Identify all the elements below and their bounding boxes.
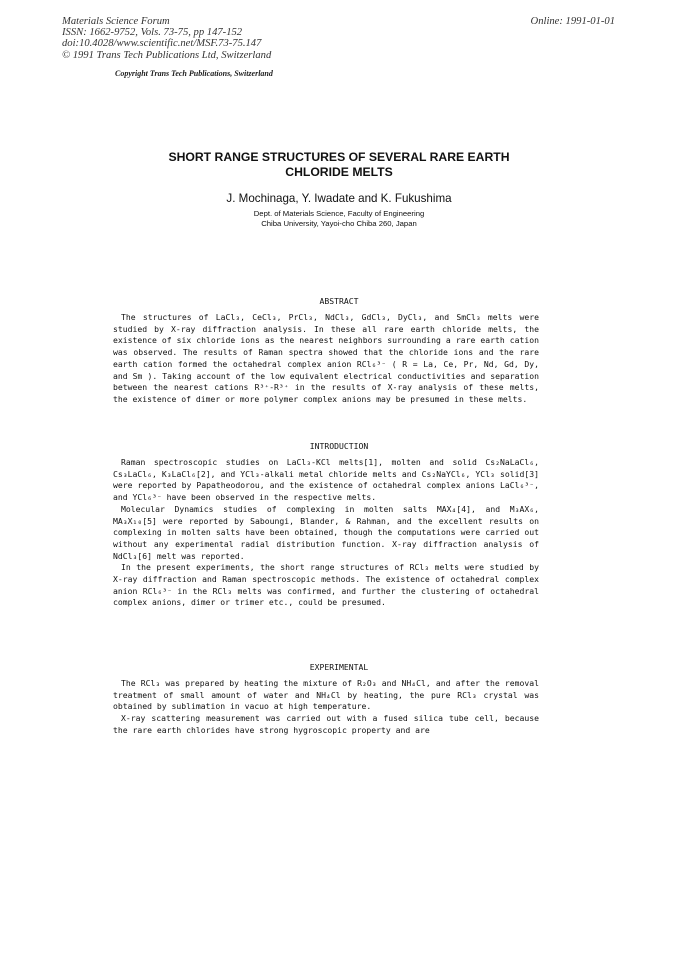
citation-block [62,16,271,61]
affiliation-line-1: Dept. of Materials Science, Faculty of Engineering [253,209,425,218]
abstract-text: The structures of LaCl₃, CeCl₃, PrCl₃, NdCl₃, GdCl₃, DyCl₃, and SmCl₃ melts were studied by X-ray diffraction analysis. In these all rare earth chloride melts, the existence of six chloride ions as the nearest neighbors surrounding a rare earth cation was observed. The results of Raman spectra showed that the chloride ions and the rare earth cation formed the octahedral complex anion RCl₆³⁻ ( R = La, Ce, Pr, Nd, Gd, Dy, and Sm ). Taking account of the low equivalent electrical conductivities and separation between the nearest cations R³⁺-R³⁺ in the results of X-ray analysis of these melts, the existence of dimer or more polymer complex anions may be presumed in these melts. [113,312,539,404]
doi-line: doi:10.4028/www.scientific.net/MSF.73-75.147 [62,38,262,50]
abstract-heading: ABSTRACT [319,296,359,306]
abstract-body [113,312,539,406]
title-line-2: CHLORIDE MELTS [285,165,393,179]
introduction-body [113,457,539,609]
issn-line: ISSN: 1662-9752, Vols. 73-75, pp 147-152 [62,27,243,39]
paper-title [0,150,678,180]
experimental-paragraph-2: X-ray scattering measurement was carried out with a fused silica tube cell, because the rare earth chlorides have strong hygroscopic property and are [113,713,539,735]
publisher-line: © 1991 Trans Tech Publications Ltd, Switzerland [62,49,272,61]
copyright-line: Copyright Trans Tech Publications, Switzerland [115,69,273,78]
affiliation [0,209,678,229]
introduction-paragraph-2: Molecular Dynamics studies of complexing in molten salts MAX₄[4], and M₃AX₆, MA₃X₁₀[5] were reported by Saboungi, Blander, & Rahman, and the excellent results on complexing in molten salts have been obtained, though the computations were carried out without any experimental radial distribution function. X-ray diffraction analysis of NdCl₃[6] melt was reported. [113,503,539,561]
affiliation-line-2: Chiba University, Yayoi-cho Chiba 260, Japan [261,219,417,228]
online-date: Online: 1991-01-01 [530,16,615,27]
introduction-heading: INTRODUCTION [309,441,369,451]
experimental-heading: EXPERIMENTAL [309,662,369,672]
title-line-1: SHORT RANGE STRUCTURES OF SEVERAL RARE EARTH [168,150,510,164]
journal-name: Materials Science Forum [62,16,170,27]
authors: J. Mochinaga, Y. Iwadate and K. Fukushima [226,192,452,205]
introduction-paragraph-3: In the present experiments, the short range structures of RCl₃ melts were studied by X-ray diffraction and Raman spectroscopic methods. The existence of octahedral complex anion RCl₆³⁻ in the RCl₃ melts was confirmed, and further the clustering of octahedral complex anions, dimer or trimer etc., could be presumed. [113,562,539,608]
experimental-paragraph-1: The RCl₃ was prepared by heating the mixture of R₂O₃ and NH₄Cl, and after the removal treatment of small amount of water and NH₄Cl by heating, the pure RCl₃ crystal was obtained by sublimation in vacuo at high temperature. [113,678,539,712]
experimental-body [113,678,539,737]
introduction-paragraph-1: Raman spectroscopic studies on LaCl₃-KCl melts[1], molten and solid Cs₂NaLaCl₆, Cs₃LaCl₆, K₃LaCl₆[2], and YCl₃-alkali metal chloride melts and Cs₂NaYCl₆, YCl₃ solid[3] were reported by Papatheodorou, and the existence of octahedral complex anions LaCl₆³⁻, and YCl₆³⁻ have been observed in the respective melts. [113,457,539,503]
